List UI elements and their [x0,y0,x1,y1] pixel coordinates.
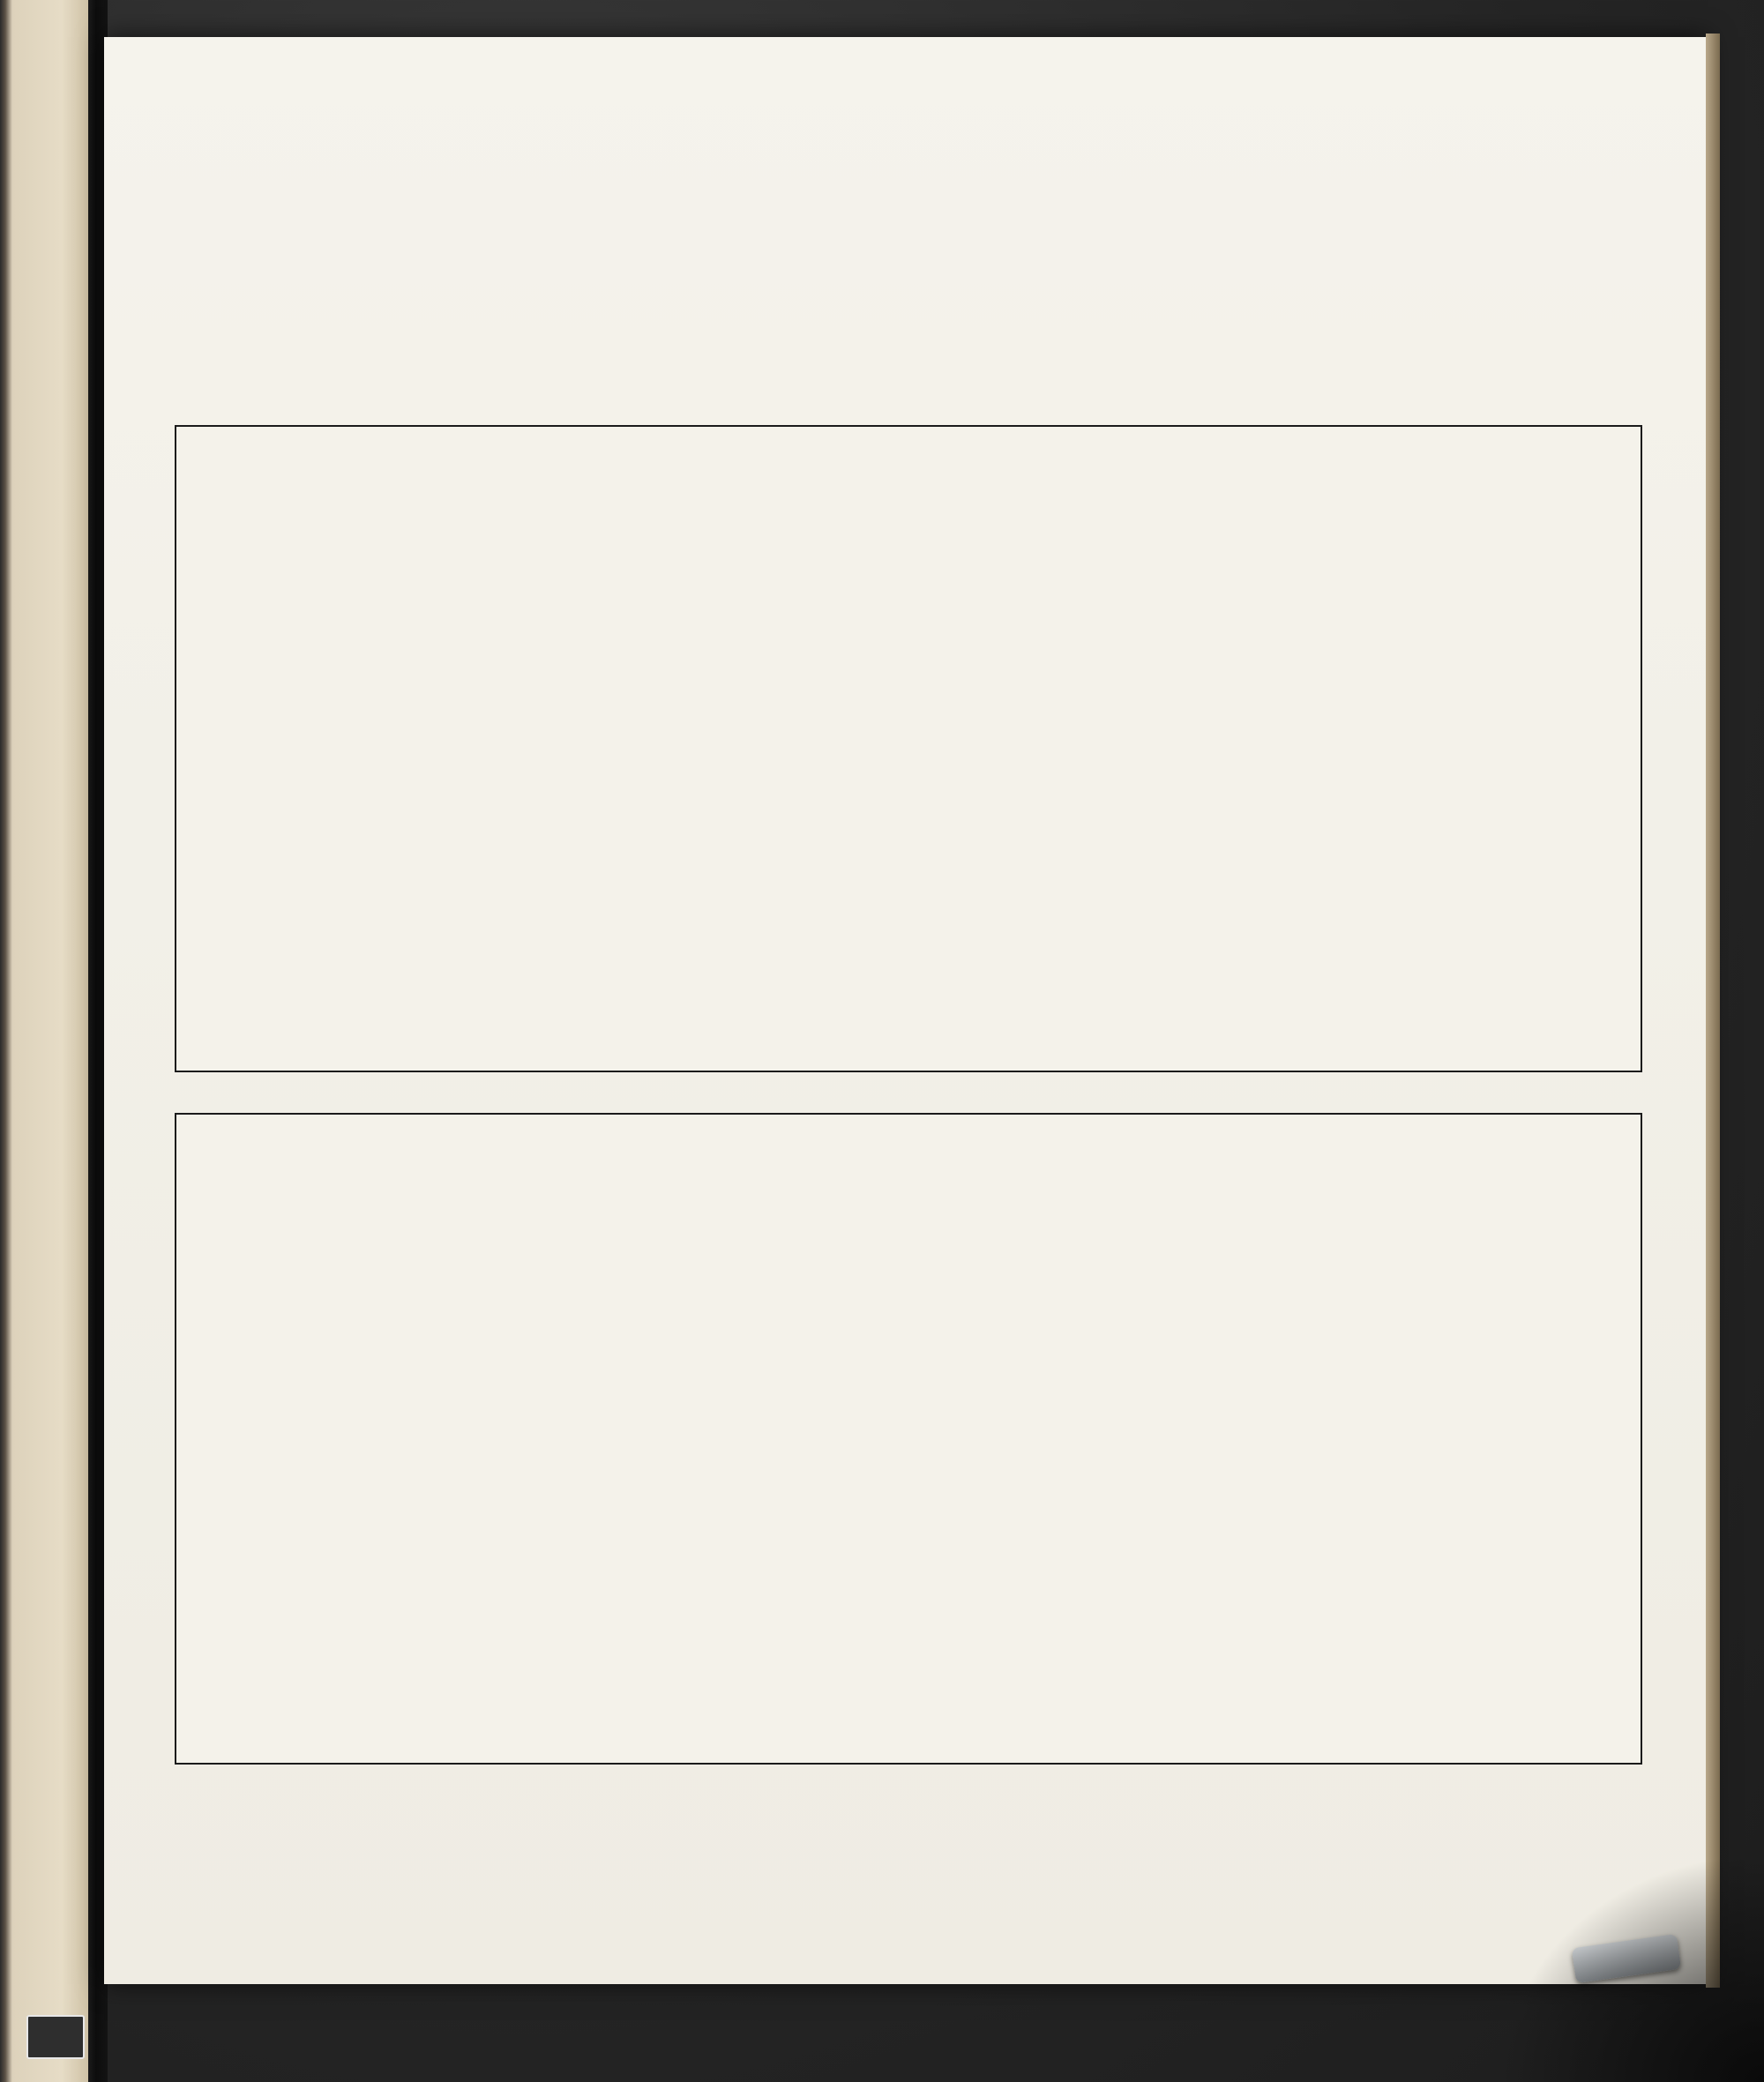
title-year-handwritten [901,186,911,231]
library-watermark [26,2015,97,2059]
calendar-table-second-half [175,1113,1642,1765]
months-row-top [176,427,1641,1071]
line2-year-handwritten [897,331,904,354]
correspondence-line-2 [104,328,1708,355]
calendar-table-first-half [175,425,1642,1072]
adjacent-page [0,0,95,2082]
adjacent-page-marks [7,106,83,1958]
line2-evangelist-handwritten [904,332,915,354]
page-edge [1706,34,1720,1988]
correspondence-line-1 [104,291,1708,318]
line1-year-handwritten [897,294,904,317]
page-title [104,178,1708,235]
calendar-page [104,37,1708,1984]
months-row-bottom [176,1115,1641,1763]
ub-logo-icon [26,2015,85,2059]
line1-evangelist-handwritten [904,295,915,317]
corner-shadow [1499,1853,1764,2082]
